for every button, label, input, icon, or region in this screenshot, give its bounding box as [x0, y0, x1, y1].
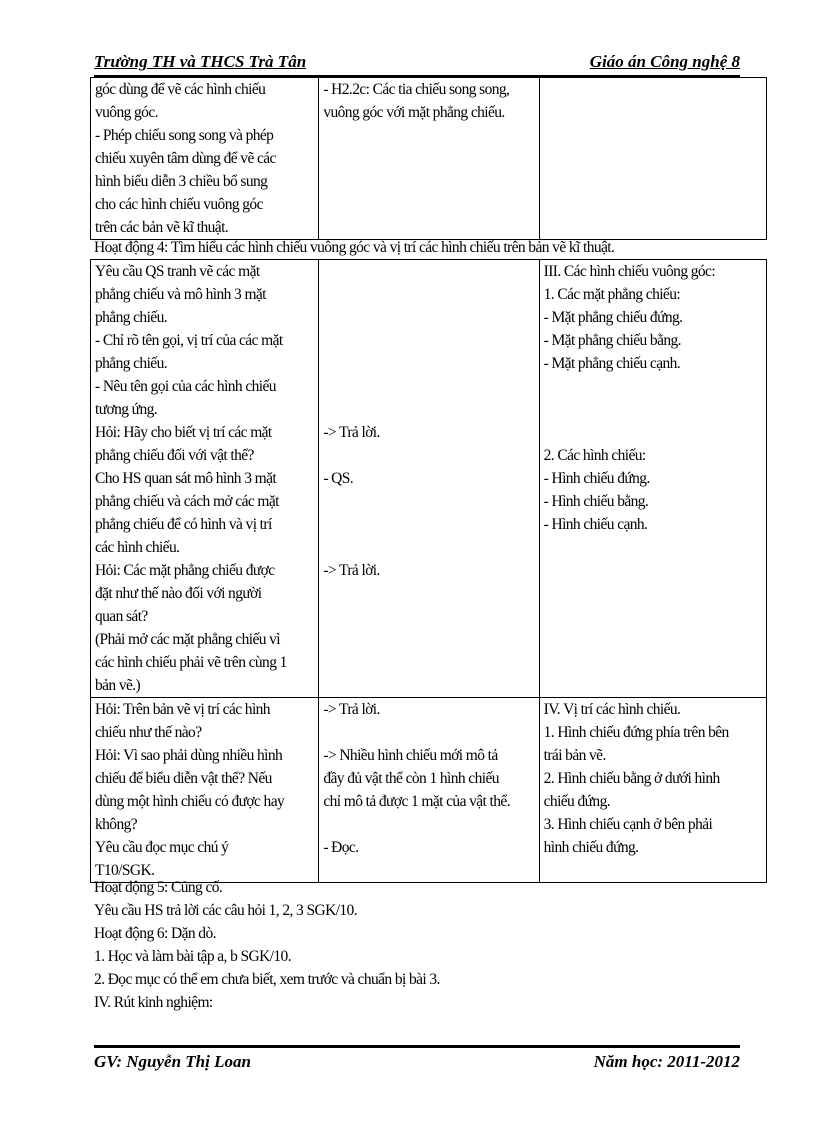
cell-line: chiếu như thế nào? [95, 724, 202, 741]
cell-line [323, 582, 534, 605]
cell-line [323, 813, 534, 836]
cell-line: phẳng chiếu và mô hình 3 mặt [95, 286, 266, 303]
page-header [94, 50, 740, 74]
cell-line: -> Trả lời. [323, 701, 380, 718]
cell-line: 3. Hình chiếu cạnh ở bên phải [543, 816, 713, 833]
cell-line: 2. Hình chiếu bằng ở dưới hình [543, 770, 720, 787]
cell-line [544, 605, 762, 628]
cell-line: Hỏi: Hãy cho biết vị trí các mặt [95, 424, 272, 441]
cell-line [544, 375, 762, 398]
cell-line: Hỏi: Các mặt phẳng chiếu được [95, 562, 275, 579]
cell-line: - Nêu tên gọi của các hình chiếu [95, 378, 276, 395]
cell-line [323, 260, 534, 283]
cell-line: IV. Vị trí các hình chiếu. [543, 701, 681, 718]
cell-line: vuông góc. [95, 104, 158, 121]
cell-line [323, 306, 534, 329]
cell-line: - QS. [323, 470, 354, 487]
cell-line: tương ứng. [95, 401, 158, 418]
cell-line: Cho HS quan sát mô hình 3 mặt [95, 470, 277, 487]
cell-line [323, 375, 534, 398]
student-activity-cell [319, 78, 539, 240]
cell-line: vuông góc với mặt phẳng chiếu. [323, 104, 505, 121]
lesson-table-main [90, 259, 767, 883]
cell-line: dùng một hình chiếu có được hay [95, 793, 285, 810]
cell-line: - H2.2c: Các tia chiếu song song, [323, 81, 510, 98]
cell-line: quan sát? [95, 608, 148, 625]
cell-line: chỉ mô tả được 1 mặt của vật thể. [323, 793, 510, 810]
cell-line: - Phép chiếu song song và phép [95, 127, 274, 144]
cell-line: (Phải mở các mặt phẳng chiếu vì [95, 631, 281, 648]
cell-line: hình chiếu đứng. [543, 839, 639, 856]
cell-line [323, 651, 534, 674]
cell-line [323, 674, 534, 697]
cell-line [323, 444, 534, 467]
cell-line: -> Trả lời. [323, 562, 380, 579]
cell-line: chiếu đứng. [543, 793, 611, 810]
cell-line: không? [95, 816, 138, 833]
cell-line: 2. Các hình chiếu: [543, 447, 646, 464]
closing-line: Hoạt động 5: Củng cố. [94, 879, 223, 896]
cell-line [323, 628, 534, 651]
cell-line: - Đọc. [323, 839, 359, 856]
closing-line: 2. Đọc mục có thể em chưa biết, xem trước và chuẩn bị bài 3. [94, 971, 440, 988]
cell-line: phẳng chiếu và cách mở các mặt [95, 493, 279, 510]
cell-line: Hỏi: Trên bản vẽ vị trí các hình [95, 701, 270, 718]
cell-line: trên các bản vẽ kĩ thuật. [95, 219, 229, 236]
cell-line: - Hình chiếu đứng. [543, 470, 650, 487]
teacher-activity-cell [91, 260, 319, 698]
cell-line [544, 651, 762, 674]
cell-line [323, 283, 534, 306]
cell-line [323, 605, 534, 628]
cell-line: Yêu cầu đọc mục chú ý [95, 839, 229, 856]
closing-line: Yêu cầu HS trả lời các câu hỏi 1, 2, 3 SGK/10. [94, 902, 357, 919]
cell-line: hình biểu diễn 3 chiều bổ sung [95, 173, 268, 190]
closing-line: Hoạt động 6: Dặn dò. [94, 925, 216, 942]
closing-line: 1. Học và làm bài tập a, b SGK/10. [94, 948, 291, 965]
cell-line: chiếu xuyên tâm dùng để vẽ các [95, 150, 276, 167]
cell-line: Hỏi: Vì sao phải dùng nhiều hình [95, 747, 283, 764]
cell-line [544, 859, 762, 882]
cell-line: - Chỉ rõ tên gọi, vị trí của các mặt [95, 332, 283, 349]
cell-line: chiếu để biểu diễn vật thể? Nếu [95, 770, 272, 787]
cell-line: bản vẽ.) [95, 677, 141, 694]
cell-line: - Mặt phẳng chiếu đứng. [543, 309, 683, 326]
cell-line: các hình chiếu phải vẽ trên cùng 1 [95, 654, 287, 671]
cell-line: III. Các hình chiếu vuông góc: [543, 263, 716, 280]
closing-line: IV. Rút kinh nghiệm: [94, 994, 213, 1011]
content-cell [539, 698, 766, 883]
cell-line: góc dùng để vẽ các hình chiếu [95, 81, 266, 98]
cell-line: cho các hình chiếu vuông góc [95, 196, 263, 213]
content-cell [539, 260, 766, 698]
cell-line [323, 859, 534, 882]
cell-line [323, 721, 534, 744]
cell-line: các hình chiếu. [95, 539, 180, 556]
cell-line: đặt như thế nào đối với người [95, 585, 262, 602]
cell-line: phẳng chiếu đối với vật thể? [95, 447, 254, 464]
activity-4-heading: Hoạt động 4: Tìm hiểu các hình chiếu vuông góc và vị trí các hình chiếu trên bản vẽ kĩ thuật. [94, 239, 615, 256]
cell-line [323, 352, 534, 375]
cell-line: -> Nhiều hình chiếu mới mô tả [323, 747, 498, 764]
cell-line: T10/SGK. [95, 862, 155, 879]
cell-line [544, 628, 762, 651]
content-cell [539, 78, 766, 240]
table-row [91, 78, 767, 240]
cell-line: trái bản vẽ. [543, 747, 606, 764]
teacher-name: GV: Nguyễn Thị Loan [94, 1052, 251, 1071]
cell-line: -> Trả lời. [323, 424, 380, 441]
cell-line [323, 329, 534, 352]
table-row [91, 260, 767, 698]
lesson-table-top [90, 77, 767, 240]
cell-line [544, 582, 762, 605]
cell-line [544, 421, 762, 444]
teacher-activity-cell [91, 698, 319, 883]
cell-line: Yêu cầu QS tranh vẽ các mặt [95, 263, 260, 280]
cell-line [544, 398, 762, 421]
cell-line: 1. Hình chiếu đứng phía trên bên [543, 724, 729, 741]
cell-line: đầy đủ vật thể còn 1 hình chiếu [323, 770, 499, 787]
cell-line [544, 559, 762, 582]
cell-line [323, 536, 534, 559]
cell-line [544, 674, 762, 697]
cell-line: - Hình chiếu bằng. [543, 493, 649, 510]
cell-line: phẳng chiếu. [95, 355, 167, 372]
school-name: Trường TH và THCS Trà Tân [94, 52, 307, 71]
cell-line [323, 398, 534, 421]
cell-line: phẳng chiếu để có hình và vị trí [95, 516, 272, 533]
subject-title: Giáo án Công nghệ 8 [589, 52, 740, 71]
table-row [91, 698, 767, 883]
student-activity-cell [319, 260, 539, 698]
footer-rule [94, 1045, 740, 1048]
cell-line: - Mặt phẳng chiếu cạnh. [543, 355, 681, 372]
cell-line: - Hình chiếu cạnh. [543, 516, 648, 533]
cell-line: 1. Các mặt phẳng chiếu: [543, 286, 681, 303]
student-activity-cell [319, 698, 539, 883]
school-year: Năm học: 2011-2012 [593, 1052, 740, 1071]
page-footer [94, 1052, 740, 1076]
cell-line [323, 490, 534, 513]
cell-line [544, 536, 762, 559]
teacher-activity-cell [91, 78, 319, 240]
cell-line: phẳng chiếu. [95, 309, 167, 326]
cell-line [323, 513, 534, 536]
cell-line: - Mặt phẳng chiếu bằng. [543, 332, 681, 349]
